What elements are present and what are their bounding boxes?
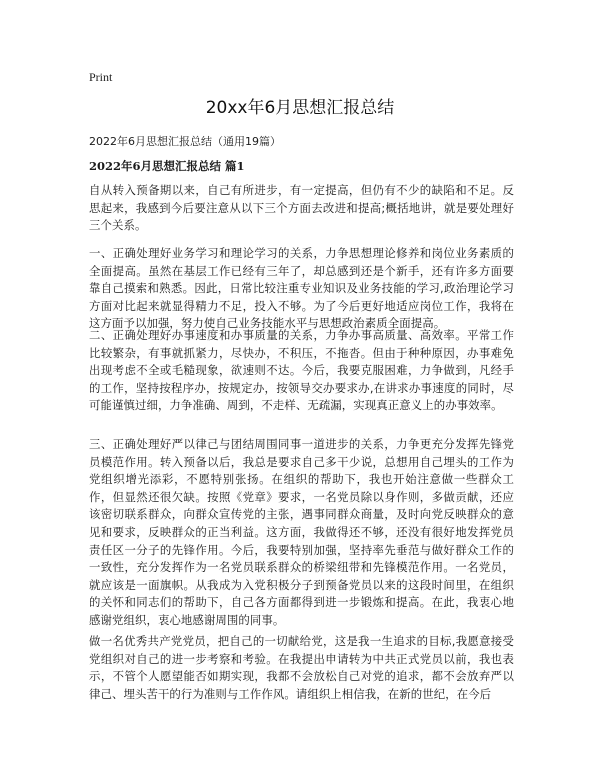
paragraph-4: 三、正确处理好严以律己与团结周围同事一道进步的关系，力争更充分发挥先锋党员模范作用。转入预备以后，我总是要求自己多干少说，总想用自己埋头的工作为党组织增光添彩，不愿特别张扬。在组织的帮助下，我也开始注意做一些群众工作，但显然还很欠缺。按照《党章》要求，一名党员除以身作则，多做贡献，还应该密切联系群众，向群众宣传党的主张，遇事同群众商量，及时向党反映群众的意见和要求，反映群众的正当利益。这方面，我做得还不够，还没有很好地发挥党员责任区一分子的先锋作用。今后，我要特别加强，坚持率先垂范与做好群众工作的一致性，充分发挥作为一名党员联系群众的桥梁纽带和先锋模范作用。一名党员，就应该是一面旗帜。从我成为入党积极分子到预备党员以来的这段时间里，在组织的关怀和同志们的帮助下，自己各方面都得到进一步锻炼和提高。在此，我衷心地感谢党组织，衷心地感谢周围的同事。 [89, 437, 514, 627]
paragraph-5: 做一名优秀共产党党员，把自己的一切献给党，这是我一生追求的目标,我愿意接受党组织对自己的进一步考察和考验。在我提出申请转为中共正式党员以前，我也表示，不管个人愿望能否如期实现，我都不会放松自己对党的追求，都不会放弃严以律己、埋头苦干的行为准则与工作作风。请组织上相信我，在新的世纪，在今后 [89, 634, 514, 701]
paragraph-1: 自从转入预备期以来，自己有所进步，有一定提高，但仍有不少的缺陷和不足。反思起来，我感到今后要注意从以下三个方面去改进和提高;概括地讲，就是要处理好三个关系。 [89, 183, 514, 233]
paragraph-2: 一、正确处理好业务学习和理论学习的关系，力争思想理论修养和岗位业务素质的全面提高。虽然在基层工作已经有三年了，却总感到还是个新手，还有许多方面要靠自己摸索和熟悉。因此，日常比较注重专业知识及业务技能的学习,政治理论学习方面对比起来就显得精力不足，投入不够。为了今后更好地适应岗位工作，我将在这方面予以加强，努力使自己业务技能水平与思想政治素质全面提高。 [89, 246, 514, 331]
paragraph-3: 二、正确处理好办事速度和办事质量的关系，力争办事高质量、高效率。平常工作比较繁杂，有事就抓紧力，尽快办，不积压，不拖沓。但由于种种原因，办事难免出现考虑不全或毛糙现象，欲速则不达。今后，我要克服困难，力争做到，凡经手的工作，坚持按程序办，按规定办，按领导交办要求办,在讲求办事速度的同时，尽可能谨慎过细，力争准确、周到，不走样、无疏漏，实现真正意义上的办事效率。 [89, 328, 514, 413]
document-subtitle: 2022年6月思想汇报总结（通用19篇） [89, 135, 281, 148]
section-heading: 2022年6月思想汇报总结 篇1 [89, 159, 245, 173]
print-link[interactable]: Print [89, 70, 113, 84]
document-title: 20xx年6月思想汇报总结 [205, 98, 395, 118]
